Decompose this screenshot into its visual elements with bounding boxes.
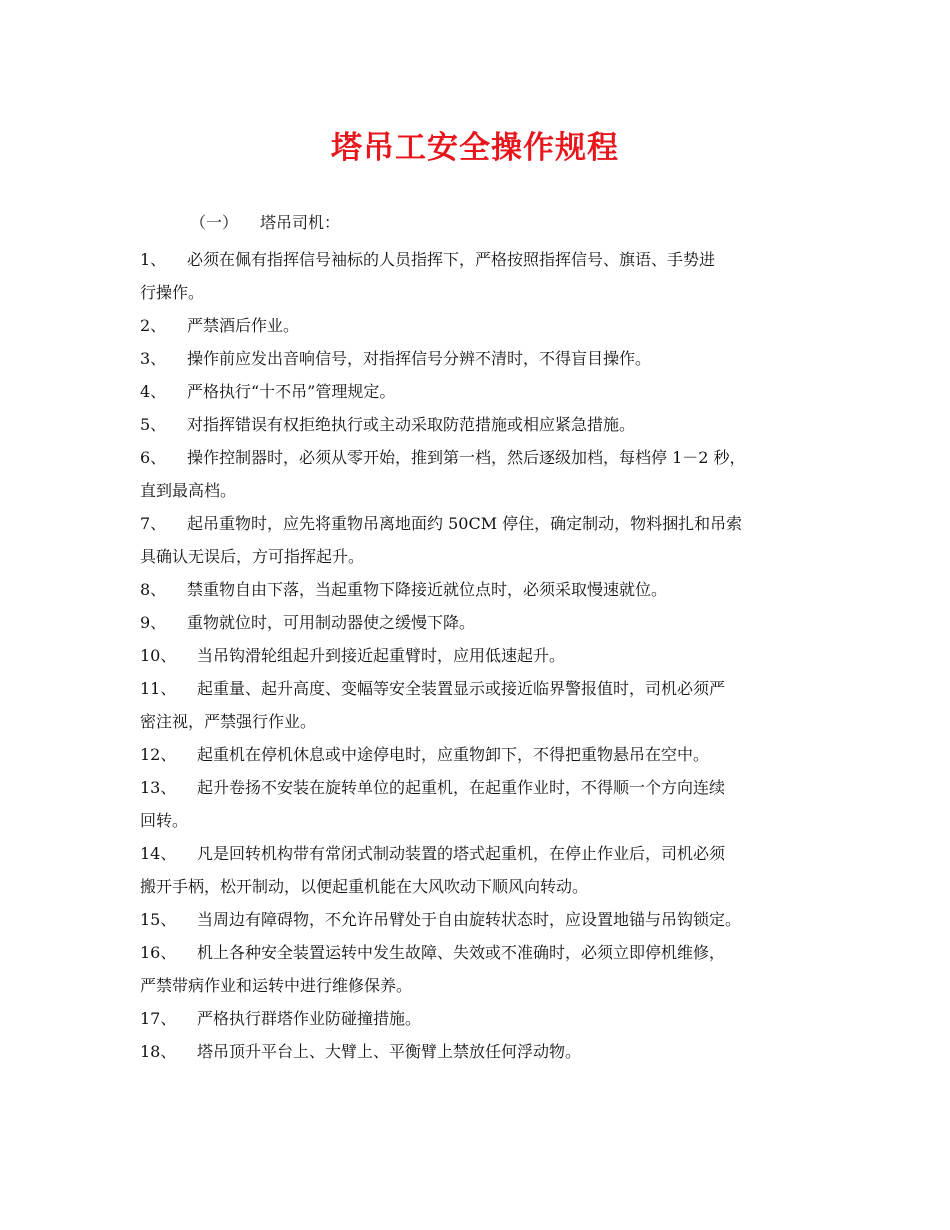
- rule-text-line: 禁重物自由下落，当起重物下降接近就位点时，必须采取慢速就位。: [187, 580, 668, 599]
- rule-text-line: 密注视，严禁强行作业。: [140, 712, 317, 731]
- rule-list: [140, 243, 820, 1068]
- rule-number: 16、: [140, 943, 177, 962]
- rule-item: [140, 375, 820, 408]
- rule-text-line: 机上各种安全装置运转中发生故障、失效或不准确时，必须立即停机维修，: [197, 943, 726, 962]
- section-heading: [190, 210, 340, 233]
- rule-number: 7、: [140, 514, 167, 533]
- rule-item: [140, 342, 820, 375]
- rule-text-line: 严禁带病作业和运转中进行维修保养。: [140, 976, 413, 995]
- rule-text-line: 严禁酒后作业。: [187, 316, 300, 335]
- rule-text-line: 对指挥错误有权拒绝执行或主动采取防范措施或相应紧急措施。: [187, 415, 636, 434]
- rule-text-line: 起升卷扬不安装在旋转单位的起重机，在起重作业时，不得顺一个方向连续: [197, 778, 726, 797]
- rule-item: [140, 639, 820, 672]
- section-number: （一）: [190, 213, 239, 232]
- rule-number: 14、: [140, 844, 177, 863]
- rule-number: 5、: [140, 415, 167, 434]
- rule-text-line: 具确认无误后，方可指挥起升。: [140, 547, 365, 566]
- rule-text-line: 严格执行群塔作业防碰撞措施。: [197, 1009, 422, 1028]
- rule-number: 1、: [140, 250, 167, 269]
- section-label: 塔吊司机：: [260, 213, 341, 232]
- rule-item: [140, 507, 820, 573]
- rule-item: [140, 738, 820, 771]
- rule-item: [140, 606, 820, 639]
- rule-text-line: 当吊钩滑轮组起升到接近起重臂时，应用低速起升。: [197, 646, 566, 665]
- rule-text-line: 搬开手柄，松开制动，以便起重机能在大风吹动下顺风向转动。: [140, 877, 589, 896]
- rule-number: 17、: [140, 1009, 177, 1028]
- rule-number: 2、: [140, 316, 167, 335]
- rule-text-line: 起重机在停机休息或中途停电时，应重物卸下，不得把重物悬吊在空中。: [197, 745, 710, 764]
- rule-number: 18、: [140, 1042, 177, 1061]
- rule-number: 4、: [140, 382, 167, 401]
- rule-text-line: 行操作。: [140, 283, 205, 302]
- rule-item: [140, 771, 820, 837]
- rule-text-line: 起吊重物时，应先将重物吊离地面约 50CM 停住，确定制动，物料捆扎和吊索: [187, 514, 743, 533]
- rule-text-line: 操作控制器时，必须从零开始，推到第一档，然后逐级加档，每档停 1－2 秒，: [187, 448, 746, 467]
- rule-item: [140, 936, 820, 1002]
- rule-item: [140, 1002, 820, 1035]
- rule-number: 12、: [140, 745, 177, 764]
- rule-number: 8、: [140, 580, 167, 599]
- rule-number: 3、: [140, 349, 167, 368]
- rule-number: 10、: [140, 646, 177, 665]
- rule-text-line: 起重量、起升高度、变幅等安全装置显示或接近临界警报值时，司机必须严: [197, 679, 726, 698]
- rule-item: [140, 441, 820, 507]
- rule-text-line: 必须在佩有指挥信号袖标的人员指挥下，严格按照指挥信号、旗语、手势进: [187, 250, 716, 269]
- document-title: 塔吊工安全操作规程: [331, 130, 619, 166]
- rule-item: [140, 408, 820, 441]
- rule-text-line: 直到最高档。: [140, 481, 237, 500]
- rule-text-line: 塔吊顶升平台上、大臂上、平衡臂上禁放任何浮动物。: [197, 1042, 582, 1061]
- rule-item: [140, 672, 820, 738]
- rule-number: 11、: [140, 679, 177, 698]
- rule-number: 15、: [140, 910, 177, 929]
- rule-item: [140, 837, 820, 903]
- rule-number: 6、: [140, 448, 167, 467]
- rule-text-line: 凡是回转机构带有常闭式制动装置的塔式起重机，在停止作业后，司机必须: [197, 844, 726, 863]
- rule-text-line: 重物就位时，可用制动器使之缓慢下降。: [187, 613, 476, 632]
- rule-text-line: 当周边有障碍物，不允许吊臂处于自由旋转状态时，应设置地锚与吊钩锁定。: [197, 910, 742, 929]
- rule-item: [140, 903, 820, 936]
- rule-text-line: 回转。: [140, 811, 189, 830]
- rule-text-line: 严格执行“十不吊”管理规定。: [187, 382, 396, 401]
- rule-item: [140, 309, 820, 342]
- rule-number: 9、: [140, 613, 167, 632]
- rule-number: 13、: [140, 778, 177, 797]
- rule-item: [140, 243, 820, 309]
- rule-item: [140, 1035, 820, 1068]
- rule-item: [140, 573, 820, 606]
- rule-text-line: 操作前应发出音响信号，对指挥信号分辨不清时，不得盲目操作。: [187, 349, 652, 368]
